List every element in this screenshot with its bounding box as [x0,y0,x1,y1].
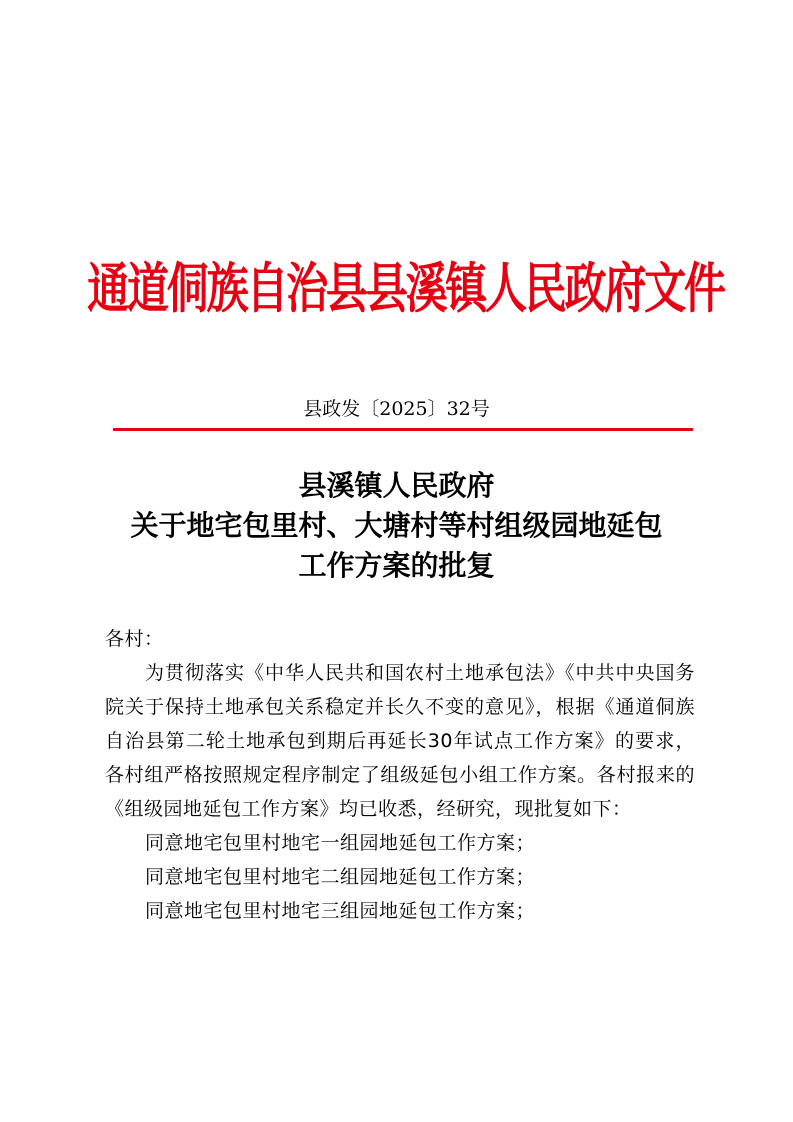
approval-item: 同意地宅包里村地宅一组园地延包工作方案； [145,832,536,854]
document-number: 县政发〔2025〕32号 [303,398,490,420]
body-paragraph: 为贯彻落实《中华人民共和国农村土地承包法》《中共中央国务院关于保持土地承包关系稳定并长久不变的意见》，根据《通道侗族自治县第二轮土地承包到期后再延长30年试点工作方案》的要求，各村组严格按照规定程序制定了组级延包小组工作方案。各村报来的《组级园地延包工作方案》均已收悉，经研究，现批复如下： [105,662,695,820]
document-title [0,466,793,586]
title-line-2: 关于地宅包里村、大塘村等村组级园地延包 [130,509,663,542]
title-line-3: 工作方案的批复 [298,549,495,582]
approval-item: 同意地宅包里村地宅三组园地延包工作方案； [145,900,536,922]
title-line-1: 县溪镇人民政府 [298,469,495,502]
salutation: 各村： [105,628,164,650]
red-divider-line [113,428,693,431]
document-masthead: 通道侗族自治县县溪镇人民政府文件 [87,256,724,320]
approval-item: 同意地宅包里村地宅二组园地延包工作方案； [145,866,536,888]
document-body [105,622,695,928]
